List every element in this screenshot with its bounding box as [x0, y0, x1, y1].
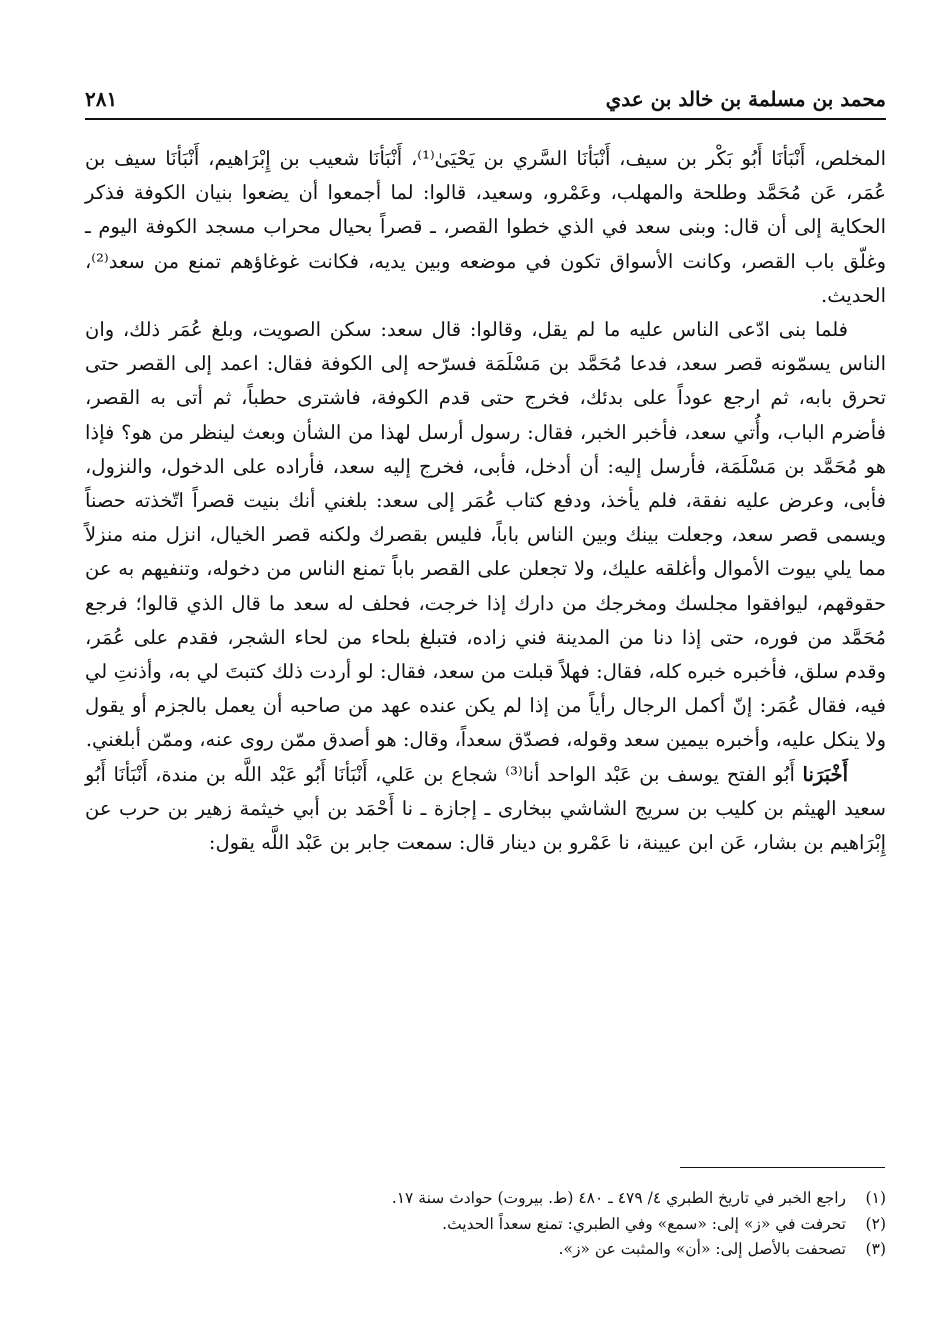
- paragraph-3-text: أَبُو الفتح يوسف بن عَبْد الواحد أنا⁽³⁾ شجاع بن عَلي، أَنْبَأنَا أَبُو عَبْد اللَّه بن مندة، أَنْبَأنَا أَبُو سعيد الهيثم بن كليب بن سريج الشاشي ببخارى ـ إجازة ـ نا أَحْمَد بن أبي خيثمة زهير بن حرب عن إِبْرَاهيم بن بشار، عَن ابن عيينة، نا عَمْرو بن دينار قال: سمعت جابر بن عَبْد اللَّه يقول:: [85, 762, 886, 855]
- footnote-rule: [680, 1167, 885, 1168]
- page-number: ٢٨١: [85, 87, 118, 111]
- page-header: [85, 82, 886, 116]
- header-rule: [85, 118, 886, 120]
- footnote-number: (١): [865, 1189, 886, 1207]
- footnote-text: راجع الخبر في تاريخ الطبري ٤/ ٤٧٩ ـ ٤٨٠ (ط. بيروت) حوادث سنة ١٧.: [391, 1189, 846, 1207]
- paragraph-2: فلما بنى ادّعى الناس عليه ما لم يقل، وقالوا: قال سعد: سكن الصويت، وبلغ عُمَر ذلك، وان الناس يسمّونه قصر سعد، فدعا مُحَمَّد بن مَسْلَمَة فسرّحه إلى الكوفة فقال: اعمد إلى القصر حتى تحرق بابه، ثم ارجع عوداً على بدئك، فخرج حتى قدم الكوفة، فاشترى حطباً، ثم أتى به القصر، فأضرم الباب، وأُتي سعد، فأخبر الخبر، فقال: رسول أرسل لهذا من الشأن وبعث لينظر من هو؟ فإذا هو مُحَمَّد بن مَسْلَمَة، فأرسل إليه: أن أدخل، فأبى، فخرج إليه سعد، فأراده على الدخول، والنزول، فأبى، وعرض عليه نفقة، فلم يأخذ، ودفع كتاب عُمَر إلى سعد: بلغني أنك بنيت قصراً اتّخذته حصناً ويسمى قصر سعد، وجعلت بينك وبين الناس باباً، فليس بقصرك ولكنه قصر الخيال، انزل منه منزلاً مما يلي بيوت الأموال وأغلقه عليك، ولا تجعلن على القصر باباً تمنع الناس من دخوله، وتنفيهم به عن حقوقهم، ليوافقوا مجلسك ومخرجك من دارك إذا خرجت، فحلف له سعد ما قال الذي قالوا؛ فرجع مُحَمَّد من فوره، حتى إذا دنا من المدينة فني زاده، فتبلغ بلحاء من لحاء الشجر، فقدم على عُمَر، وقدم سلق، فأخبره خبره كله، فقال: فهلاً قبلت من سعد، فقال: لو أردت ذلك كتبتَ لي به، وأذنتِ لي فيه، فقال عُمَر: إنّ أكمل الرجال رأياً من إذا لم يكن عنده عهد من صاحبه أن يعمل بالجزم أو يقول ولا ينكل عليه، وأخبره بيمين سعد وقوله، فصدّق سعداً، وقال: هو أصدق ممّن روى عنه، وممّن أبلغني.: [85, 318, 886, 752]
- paragraph-3-lead: أَخْبَرَنا: [802, 762, 848, 786]
- footnote-text: تحرفت في «ز» إلى: «سمع» وفي الطبري: تمنع سعداً الحديث.: [442, 1214, 846, 1233]
- footnote-number: (٢): [865, 1214, 886, 1233]
- main-text: [85, 142, 886, 860]
- footnote-number: (٣): [865, 1240, 886, 1258]
- footnote-2: [85, 1212, 886, 1238]
- footnote-text: تصحفت بالأصل إلى: «أن» والمثبت عن «ز».: [558, 1240, 846, 1258]
- running-title: محمد بن مسلمة بن خالد بن عدي: [605, 87, 886, 111]
- paragraph-3: [85, 758, 886, 861]
- footnotes: [85, 1186, 886, 1263]
- footnote-1: [85, 1186, 886, 1212]
- paragraph-1: المخلص، أَنْبَأنَا أَبُو بَكْر بن سيف، أَنْبَأنَا السَّري بن يَحْيَىٰ⁽¹⁾، أَنْبَأنَا شعيب بن إِبْرَاهيم، أَنْبَأنَا سيف بن عُمَر، عَن مُحَمَّد وطلحة والمهلب، وعَمْرو، وسعيد، قالوا: لما أجمعوا أن يضعوا بنيان الكوفة فذكر الحكاية إلى أن قال: وبنى سعد في الذي خطوا القصر، ـ قصراً بحيال محراب مسجد الكوفة اليوم ـ وغلّق باب القصر، وكانت الأسواق تكون في موضعه وبين يديه، فكانت غوغاؤهم تمنع من سعد⁽²⁾، الحديث.: [85, 147, 886, 307]
- footnote-3: [85, 1237, 886, 1263]
